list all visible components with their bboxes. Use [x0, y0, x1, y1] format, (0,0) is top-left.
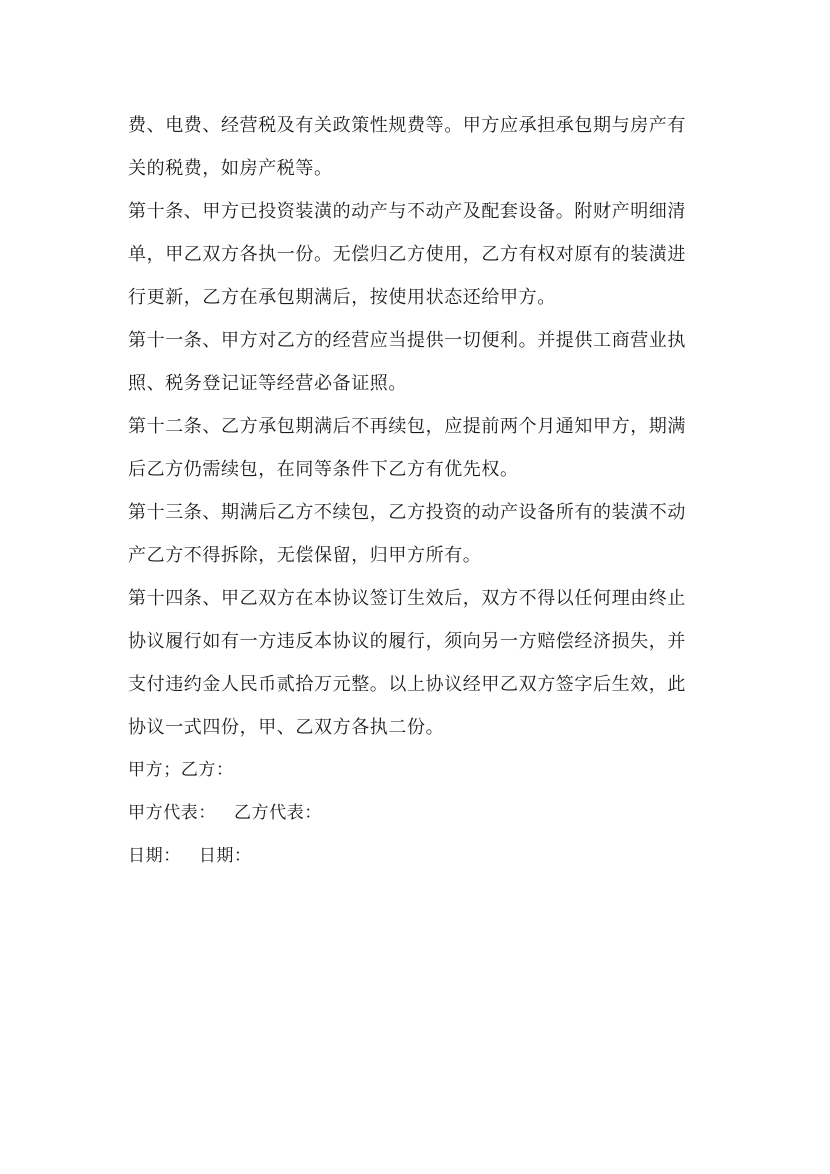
date-a-label: 日期： [128, 846, 181, 866]
text-line: 第十条、甲方已投资装潢的动产与不动产及配套设备。附财产明细清 [128, 201, 686, 222]
text-line: 关的税费，如房产税等。 [128, 158, 333, 179]
text-line: 第十三条、期满后乙方不续包，乙方投资的动产设备所有的装潢不动 [128, 502, 686, 523]
text-line: 费、电费、经营税及有关政策性规费等。甲方应承担承包期与房产有 [128, 115, 686, 136]
text-line: 产乙方不得拆除，无偿保留，归甲方所有。 [128, 545, 482, 566]
text-line: 协议履行如有一方违反本协议的履行，须向另一方赔偿经济损失，并 [128, 631, 686, 652]
rep-a-label: 甲方代表： [128, 803, 216, 823]
text-line: 单，甲乙双方各执一份。无偿归乙方使用，乙方有权对原有的装潢进 [128, 244, 686, 265]
text-line: 支付违约金人民币贰拾万元整。以上协议经甲乙双方签字后生效，此 [128, 674, 686, 695]
rep-b-label: 乙方代表： [234, 803, 322, 823]
date-b-label: 日期： [198, 846, 252, 866]
text-line: 协议一式四份，甲、乙双方各执二份。 [128, 717, 445, 738]
text-line: 第十四条、甲乙双方在本协议签订生效后，双方不得以任何理由终止 [128, 588, 686, 609]
text-line: 第十二条、乙方承包期满后不再续包，应提前两个月通知甲方，期满 [128, 416, 686, 437]
text-line: 第十一条、甲方对乙方的经营应当提供一切便利。并提供工商营业执 [128, 330, 686, 351]
document-body [128, 104, 703, 878]
signature-representatives [128, 792, 703, 835]
party-b-label: 乙方： [180, 760, 234, 780]
text-line: 照、税务登记证等经营必备证照。 [128, 373, 407, 394]
text-line: 后乙方仍需续包，在同等条件下乙方有优先权。 [128, 459, 519, 480]
signature-dates [128, 835, 703, 878]
text-line: 行更新，乙方在承包期满后，按使用状态还给甲方。 [128, 287, 556, 308]
party-a-label: 甲方； [128, 760, 181, 780]
signature-parties [128, 749, 703, 792]
